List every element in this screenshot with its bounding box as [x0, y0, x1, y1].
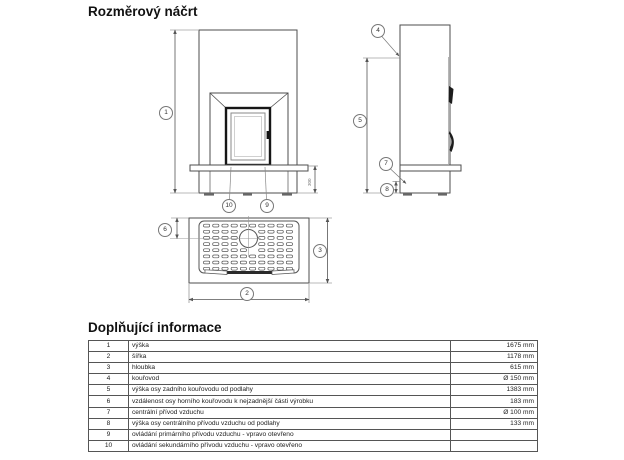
drawing-title: Rozměrový náčrt — [88, 4, 198, 19]
row-number: 9 — [89, 429, 129, 440]
callout-7-central-air: 7 — [379, 157, 393, 171]
row-number: 10 — [89, 440, 129, 451]
row-value: 133 mm — [451, 418, 538, 429]
table-row — [89, 396, 538, 407]
row-value: 183 mm — [451, 396, 538, 407]
table-row — [89, 385, 538, 396]
table-row — [89, 341, 538, 352]
row-description: šířka — [129, 352, 451, 363]
row-description: ovládání sekundárního přívodu vzduchu - vpravo otevřeno — [129, 440, 451, 451]
row-description: hloubka — [129, 363, 451, 374]
door-handle-icon — [267, 131, 269, 139]
callout-6-flue-distance: 6 — [158, 223, 172, 237]
row-description: výška osy centrálního přívodu vzduchu od podlahy — [129, 418, 451, 429]
dimension-flue-distance — [171, 218, 189, 239]
row-value — [451, 429, 538, 440]
row-description: kouřovod — [129, 374, 451, 385]
row-value: 1178 mm — [451, 352, 538, 363]
callout-1-height: 1 — [159, 106, 173, 120]
front-foot-right — [282, 193, 292, 196]
front-foot-left — [204, 193, 214, 196]
callout-3-depth: 3 — [313, 244, 327, 258]
table-row — [89, 440, 538, 451]
row-number: 4 — [89, 374, 129, 385]
table-row — [89, 363, 538, 374]
table-row — [89, 429, 538, 440]
info-table-body — [89, 341, 538, 452]
base-height-label: 300 — [307, 178, 312, 186]
callout-4-flue: 4 — [371, 24, 385, 38]
table-row — [89, 418, 538, 429]
info-table — [88, 340, 538, 452]
row-description: centrální přívod vzduchu — [129, 407, 451, 418]
side-view — [363, 25, 461, 196]
row-description: výška — [129, 341, 451, 352]
row-value: Ø 100 mm — [451, 407, 538, 418]
callout-5-rear-flue-height: 5 — [353, 114, 367, 128]
row-description: výška osy zadního kouřovodu od podlahy — [129, 385, 451, 396]
side-door-handle-icon — [449, 86, 454, 104]
row-value: 1675 mm — [451, 341, 538, 352]
pedestal-shelf — [190, 165, 308, 171]
info-title: Doplňující informace — [88, 320, 222, 335]
row-number: 7 — [89, 407, 129, 418]
callout-9-primary-air: 9 — [260, 199, 274, 213]
row-value: Ø 150 mm — [451, 374, 538, 385]
table-row — [89, 352, 538, 363]
row-number: 6 — [89, 396, 129, 407]
row-description: ovládání primárního přívodu vzduchu - vpravo otevřeno — [129, 429, 451, 440]
front-view — [170, 30, 318, 200]
callout-10-secondary-air: 10 — [222, 199, 236, 213]
row-number: 8 — [89, 418, 129, 429]
callout-8-air-height: 8 — [380, 183, 394, 197]
row-number: 2 — [89, 352, 129, 363]
plan-door-edge — [227, 271, 272, 274]
callout-2-width: 2 — [240, 287, 254, 301]
row-number: 3 — [89, 363, 129, 374]
row-value: 1383 mm — [451, 385, 538, 396]
row-number: 1 — [89, 341, 129, 352]
row-value — [451, 440, 538, 451]
table-row — [89, 374, 538, 385]
row-value: 615 mm — [451, 363, 538, 374]
row-number: 5 — [89, 385, 129, 396]
table-row — [89, 407, 538, 418]
side-shelf — [400, 165, 461, 171]
front-foot-center — [243, 193, 252, 196]
row-description: vzdálenost osy horního kouřovodu k nejzadnější části výrobku — [129, 396, 451, 407]
